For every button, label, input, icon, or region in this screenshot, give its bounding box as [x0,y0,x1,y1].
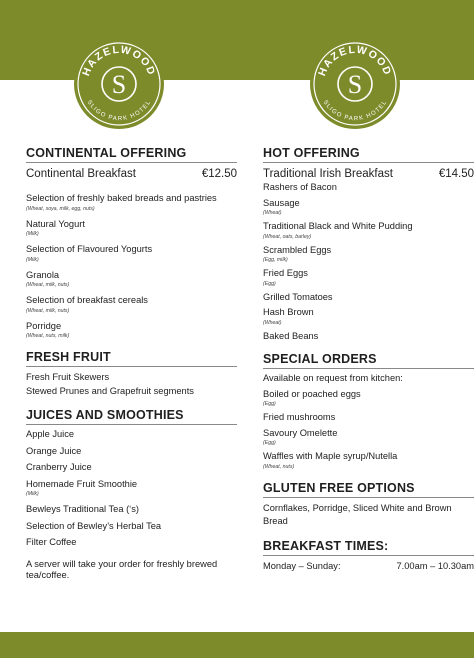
allergen-note: (Wheat) [263,319,282,326]
menu-item-name: Fresh Fruit Skewers [26,372,110,382]
opening-time: 7.00am – 10.30am [396,560,474,571]
logo-name: HAZELWOOD [316,43,394,78]
logo-letter: S [111,70,127,99]
menu-item [26,521,237,533]
menu-item-name: Bewleys Traditional Tea (‘s) [26,504,139,514]
allergen-note: (Egg, milk) [263,257,288,263]
menu-item-name: Boiled or poached eggs [263,388,361,399]
menu-item [263,245,474,265]
allergen-note: (Wheat, milk, nuts) [26,282,70,288]
gluten-free-section [263,481,474,529]
continental-section [26,146,237,340]
menu-item-name: Selection of breakfast cereals [26,295,148,305]
menu-item-name: Baked Beans [263,330,319,341]
section-title: HOT OFFERING [263,146,474,163]
section-title: FRESH FRUIT [26,350,237,367]
menu-item-name: Selection of freshly baked breads and pastries [26,193,217,203]
logo-tagline: SLIGO PARK HOTEL [85,99,153,123]
menu-item [26,504,237,516]
menu-column-left [26,146,237,592]
menu-item-name: Stewed Prunes and Grapefruit segments [26,385,194,396]
featured-dish [263,167,474,182]
menu-item-name: Orange Juice [26,445,82,456]
hotel-logo [73,38,165,130]
menu-item-name: Selection of Bewley’s Herbal Tea [26,520,162,531]
special-orders-section [263,352,474,471]
service-note: A server will take your order for freshly brewed tea/coffee. [26,558,218,580]
menu-item-name: Granola [26,269,60,280]
allergen-note: (Wheat, nuts) [263,463,295,470]
menu-item [26,321,237,341]
menu-item [26,446,237,458]
menu-item-name: Traditional Black and White Pudding [263,221,413,231]
section-intro [263,373,474,385]
menu-item-name: Homemade Fruit Smoothie [26,478,138,489]
section-title: GLUTEN FREE OPTIONS [263,481,474,498]
menu-item [263,428,474,448]
menu-item [26,295,237,315]
allergen-note: (Wheat, milk, nuts) [26,307,70,314]
menu-item [26,537,237,549]
allergen-note: (Egg) [263,280,276,287]
allergen-note: (Wheat) [263,210,282,216]
menu-item [263,198,474,218]
menu-item [263,451,474,471]
section-title: CONTINENTAL OFFERING [26,146,237,163]
allergen-note: (Wheat, soya, milk, egg, nuts) [26,205,95,212]
featured-dish-price: €14.50 [438,168,474,180]
menu-item [26,479,237,499]
menu-item-name: Hash Brown [263,307,314,317]
fresh-fruit-section [26,350,237,398]
allergen-note: (Wheat, nuts, milk) [26,333,70,339]
section-title: SPECIAL ORDERS [263,352,474,369]
allergen-note: (Milk) [26,256,39,263]
opening-days: Monday – Sunday: [263,560,341,571]
menu-item [263,331,474,343]
menu-item-name: Apple Juice [26,429,75,439]
menu-item [263,412,474,424]
menu-item [26,219,237,239]
menu-item [263,182,474,194]
hot-offering-section [263,146,474,342]
featured-dish-name: Continental Breakfast [26,168,136,180]
menu-item-name: Sausage [263,197,300,208]
logo-tagline: SLIGO PARK HOTEL [321,99,389,123]
header-band [0,0,474,80]
menu-item-name: Fried mushrooms [263,412,336,422]
menu-item-name: Selection of Flavoured Yogurts [26,244,153,254]
featured-dish [26,167,237,182]
gluten-free-list: Cornflakes, Porridge, Sliced White and Brown Bread [263,502,452,526]
allergen-note: (Egg) [263,401,276,407]
allergen-note: (Egg) [263,440,276,446]
allergen-note: (Milk) [26,231,39,237]
menu-item [26,193,237,213]
menu-item-name: Waffles with Maple syrup/Nutella [263,451,398,461]
menu-item-name: Natural Yogurt [26,218,85,229]
menu-item-name: Cranberry Juice [26,462,92,472]
allergen-note: (Milk) [26,491,39,497]
allergen-note: (Wheat, oats, barley) [263,233,312,240]
menu-item [263,292,474,304]
logo-name: HAZELWOOD [80,43,158,78]
juices-section [26,408,237,582]
menu-item-name: Savoury Omelette [263,427,338,438]
logo-letter: S [347,70,363,99]
menu-item-name: Rashers of Bacon [263,182,337,192]
menu-item [26,429,237,441]
menu-item-name: Scrambled Eggs [263,244,332,255]
menu-item [263,389,474,409]
breakfast-times-section [263,539,474,572]
menu-item-name: Porridge [26,320,62,331]
menu-item-name: Grilled Tomatoes [263,291,333,302]
section-title: BREAKFAST TIMES: [263,539,474,556]
featured-dish-price: €12.50 [201,168,237,180]
featured-dish-name: Traditional Irish Breakfast [263,168,393,180]
hotel-logo [309,38,401,130]
menu-item-name: Filter Coffee [26,537,77,547]
section-title: JUICES AND SMOOTHIES [26,408,237,425]
menu-item [263,221,474,241]
menu-item [263,307,474,327]
menu-item-name: Fried Eggs [263,268,308,278]
menu-item [26,244,237,264]
opening-hours [263,560,474,572]
section-intro-text: Available on request from kitchen: [263,373,403,383]
footer-band [0,632,474,658]
menu-item [26,270,237,290]
menu-column-right [263,146,474,582]
menu-item [26,462,237,474]
menu-item [263,268,474,288]
